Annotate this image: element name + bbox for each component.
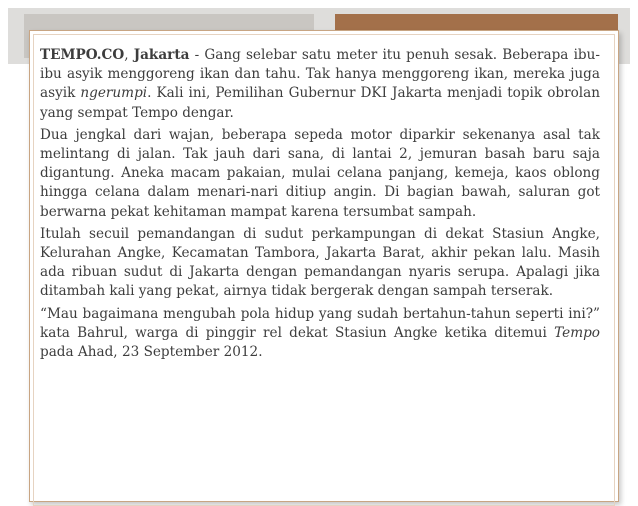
paragraph-1-text-a: - Gang selebar satu meter itu penuh sesak. Beberapa ibu-ibu asyik menggoreng ikan dan tahu. Tak hanya menggoreng ikan, mereka juga asyik	[40, 47, 600, 102]
source-label: TEMPO.CO	[40, 47, 125, 63]
paragraph-3: Itulah secuil pemandangan di sudut perkampungan di dekat Stasiun Angke, Kelurahan Angke, Kecamatan Tambora, Jakarta Barat, akhir pekan lalu. Masih ada ribuan sudut di Jakarta dengan pemandangan nyaris serupa. Apalagi jika ditambah kali yang pekat, airnya tidak bergerak dengan sampah terserak.	[40, 225, 600, 300]
paragraph-4-text-b: pada Ahad, 23 September 2012.	[40, 344, 263, 361]
location-label: Jakarta	[133, 47, 190, 63]
paragraph-4-text-a: “Mau bagaimana mengubah pola hidup yang sudah bertahun-tahun seperti ini?” kata Bahrul, warga di pinggir rel dekat Stasiun Angke ketika ditemui	[40, 305, 600, 341]
article-body	[40, 46, 600, 365]
paragraph-1-text-b: . Kali ini, Pemilihan Gubernur DKI Jakarta menjadi topik obrolan yang sempat Tempo dengar.	[40, 85, 600, 121]
italic-term: ngerumpi	[80, 85, 148, 102]
separator: ,	[124, 47, 134, 63]
paragraph-1	[40, 46, 600, 123]
paragraph-4	[40, 305, 600, 363]
paragraph-2: Dua jengkal dari wajan, beberapa sepeda motor diparkir sekenanya asal tak melintang di jalan. Tak jauh dari sana, di lantai 2, jemuran basah baru saja digantung. Aneka macam pakaian, mulai celana panjang, kemeja, kaos oblong hingga celana dalam menari-nari ditiup angin. Di bagian bawah, saluran got berwarna pekat kehitaman mampat karena tersumbat sampah.	[40, 126, 600, 220]
publication-name: Tempo	[554, 324, 600, 341]
